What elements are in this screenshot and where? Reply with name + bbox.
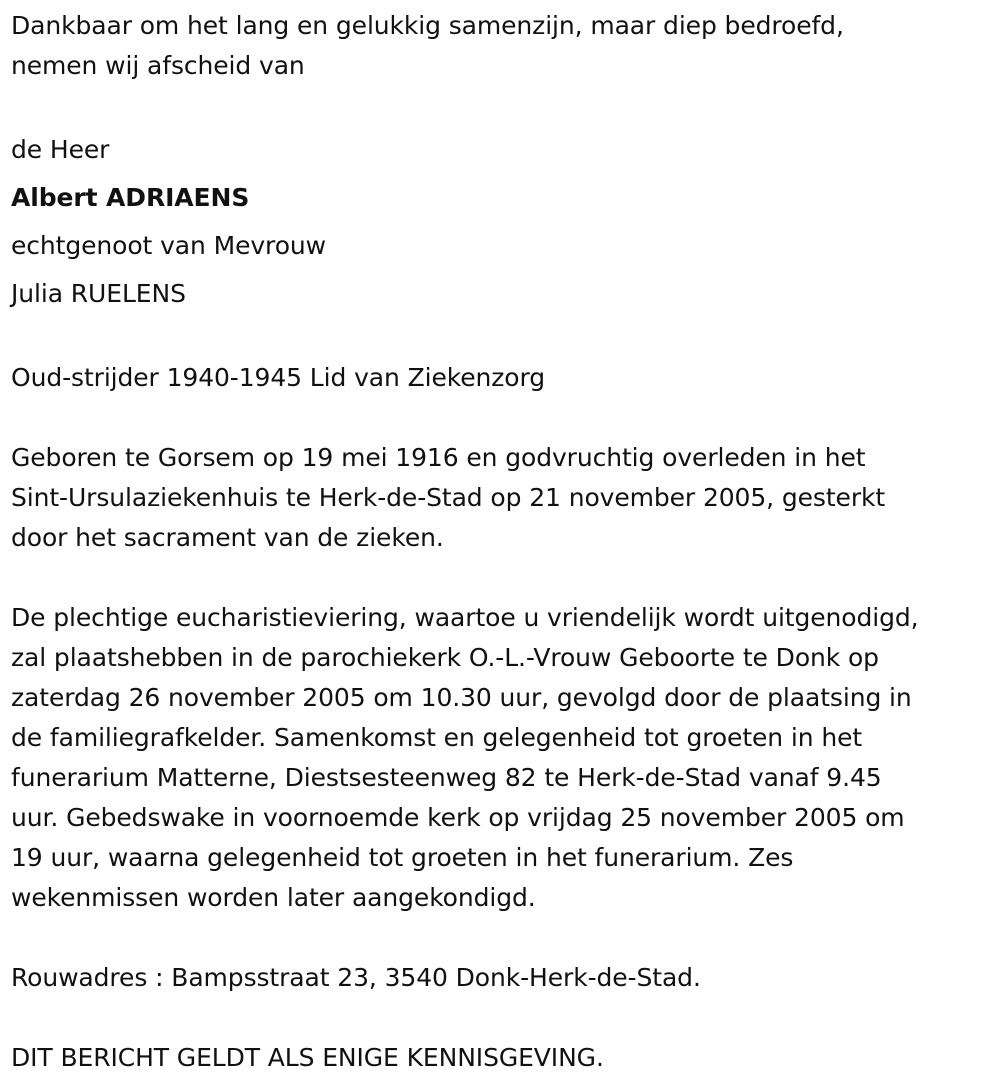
ceremony-line-4: de familiegrafkelder. Samenkomst en gelegenheid tot groeten in het — [11, 723, 863, 752]
spacer — [11, 998, 996, 1038]
honorific-title: de Heer — [11, 135, 110, 164]
intro-line-1: Dankbaar om het lang en gelukkig samenzijn, maar diep bedroefd, — [11, 11, 844, 40]
birth-death-line-3: door het sacrament van de zieken. — [11, 523, 444, 552]
mourning-address: Rouwadres : Bampsstraat 23, 3540 Donk-Herk-de-Stad. — [11, 963, 701, 992]
spacer — [11, 398, 996, 438]
ceremony-line-7: 19 uur, waarna gelegenheid tot groeten in het funerarium. Zes — [11, 843, 794, 872]
affiliation-line: Oud-strijder 1940-1945 Lid van Ziekenzorg — [11, 363, 545, 392]
ceremony-line-2: zal plaatshebben in de parochiekerk O.-L.-Vrouw Geboorte te Donk op — [11, 643, 879, 672]
ceremony-line-8: wekenmissen worden later aangekondigd. — [11, 883, 536, 912]
ceremony-paragraph — [11, 598, 996, 918]
spacer — [11, 86, 996, 126]
birth-death-line-1: Geboren te Gorsem op 19 mei 1916 en godvruchtig overleden in het — [11, 443, 866, 472]
intro-paragraph — [11, 0, 996, 86]
spacer — [11, 558, 996, 598]
birth-death-line-2: Sint-Ursulaziekenhuis te Herk-de-Stad op 21 november 2005, gesterkt — [11, 483, 886, 512]
spouse-name: Julia RUELENS — [11, 279, 186, 308]
birth-death-paragraph — [11, 438, 996, 558]
deceased-name: Albert ADRIAENS — [11, 183, 250, 212]
ceremony-line-1: De plechtige eucharistieviering, waartoe u vriendelijk wordt uitgenodigd, — [11, 603, 919, 632]
spacer — [11, 918, 996, 958]
intro-line-2: nemen wij afscheid van — [11, 51, 305, 80]
ceremony-line-3: zaterdag 26 november 2005 om 10.30 uur, gevolgd door de plaatsing in — [11, 683, 912, 712]
ceremony-line-6: uur. Gebedswake in voornoemde kerk op vrijdag 25 november 2005 om — [11, 803, 905, 832]
ceremony-line-5: funerarium Matterne, Diestsesteenweg 82 te Herk-de-Stad vanaf 9.45 — [11, 763, 882, 792]
deceased-block — [11, 126, 996, 318]
spouse-prefix: echtgenoot van Mevrouw — [11, 231, 326, 260]
closing-statement: DIT BERICHT GELDT ALS ENIGE KENNISGEVING. — [11, 1043, 604, 1072]
obituary-notice — [11, 0, 996, 1078]
spacer — [11, 318, 996, 358]
